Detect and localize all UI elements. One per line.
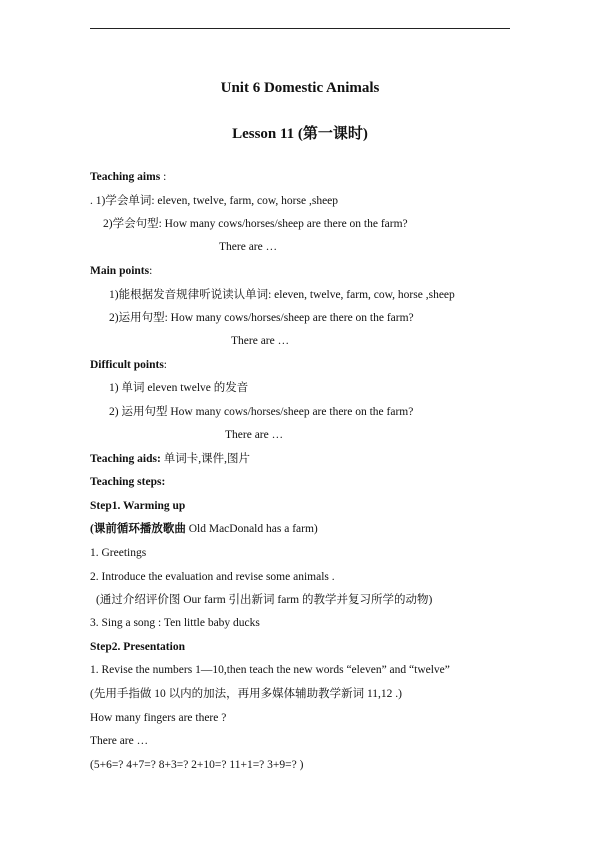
step1-item-2-note: (通过介绍评价图 Our farm 引出新词 farm 的教学并复习所学的动物) <box>96 594 433 606</box>
step1-note-bold: (课前循环播放歌曲 <box>90 523 186 535</box>
difficult-points-item-1: 1) 单词 eleven twelve 的发音 <box>109 382 249 394</box>
main-points-label: Main points <box>90 265 150 277</box>
difficult-points-item-2: 2) 运用句型 How many cows/horses/sheep are there on the farm? <box>109 406 414 418</box>
difficult-points-colon: : <box>163 359 167 371</box>
teaching-aims-answer: There are … <box>219 241 278 253</box>
header-rule <box>90 28 510 29</box>
difficult-points-label: Difficult points <box>90 359 164 371</box>
main-points-answer: There are … <box>231 335 290 347</box>
step1-item-3: 3. Sing a song : Ten little baby ducks <box>90 617 260 629</box>
teaching-aims-label: Teaching aims <box>90 171 161 183</box>
teaching-aims-item-2: 2)学会句型: How many cows/horses/sheep are there on the farm? <box>103 218 408 230</box>
main-points-item-1: 1)能根据发音规律听说读认单词: eleven, twelve, farm, cow, horse ,sheep <box>109 289 455 301</box>
teaching-aims-heading <box>90 170 166 184</box>
step2-sums: (5+6=? 4+7=? 8+3=? 2+10=? 11+1=? 3+9=? ) <box>90 759 304 771</box>
step1-note-rest: Old MacDonald has a farm) <box>185 523 318 535</box>
step1-heading: Step1. Warming up <box>90 500 186 512</box>
lesson-title: Lesson 11 (第一课时) <box>232 126 368 142</box>
teaching-aids-label: Teaching aids: <box>90 453 161 465</box>
teaching-aids <box>90 452 250 466</box>
teaching-aims-item-1: . 1)学会单词: eleven, twelve, farm, cow, horse ,sheep <box>90 195 339 207</box>
step1-note <box>90 522 318 536</box>
teaching-aids-value: 单词卡,课件,图片 <box>160 453 250 465</box>
main-points-heading <box>90 264 152 278</box>
step2-answer: There are … <box>90 735 149 747</box>
teaching-aims-colon: : <box>160 171 167 183</box>
main-points-colon: : <box>149 265 153 277</box>
step1-item-1: 1. Greetings <box>90 547 147 559</box>
step2-item-1: 1. Revise the numbers 1—10,then teach the new words “eleven” and “twelve” <box>90 664 450 676</box>
step2-heading: Step2. Presentation <box>90 641 185 653</box>
page-title: Unit 6 Domestic Animals <box>220 80 380 96</box>
difficult-points-heading <box>90 358 167 372</box>
difficult-points-answer: There are … <box>225 429 284 441</box>
teaching-steps-heading: Teaching steps: <box>90 476 166 488</box>
step2-item-1-note: (先用手指做 10 以内的加法，再用多媒体辅助教学新词 11,12 .) <box>90 688 402 700</box>
step2-question: How many fingers are there ? <box>90 712 227 724</box>
main-points-item-2: 2)运用句型: How many cows/horses/sheep are there on the farm? <box>109 312 414 324</box>
step1-item-2: 2. Introduce the evaluation and revise some animals . <box>90 571 335 583</box>
